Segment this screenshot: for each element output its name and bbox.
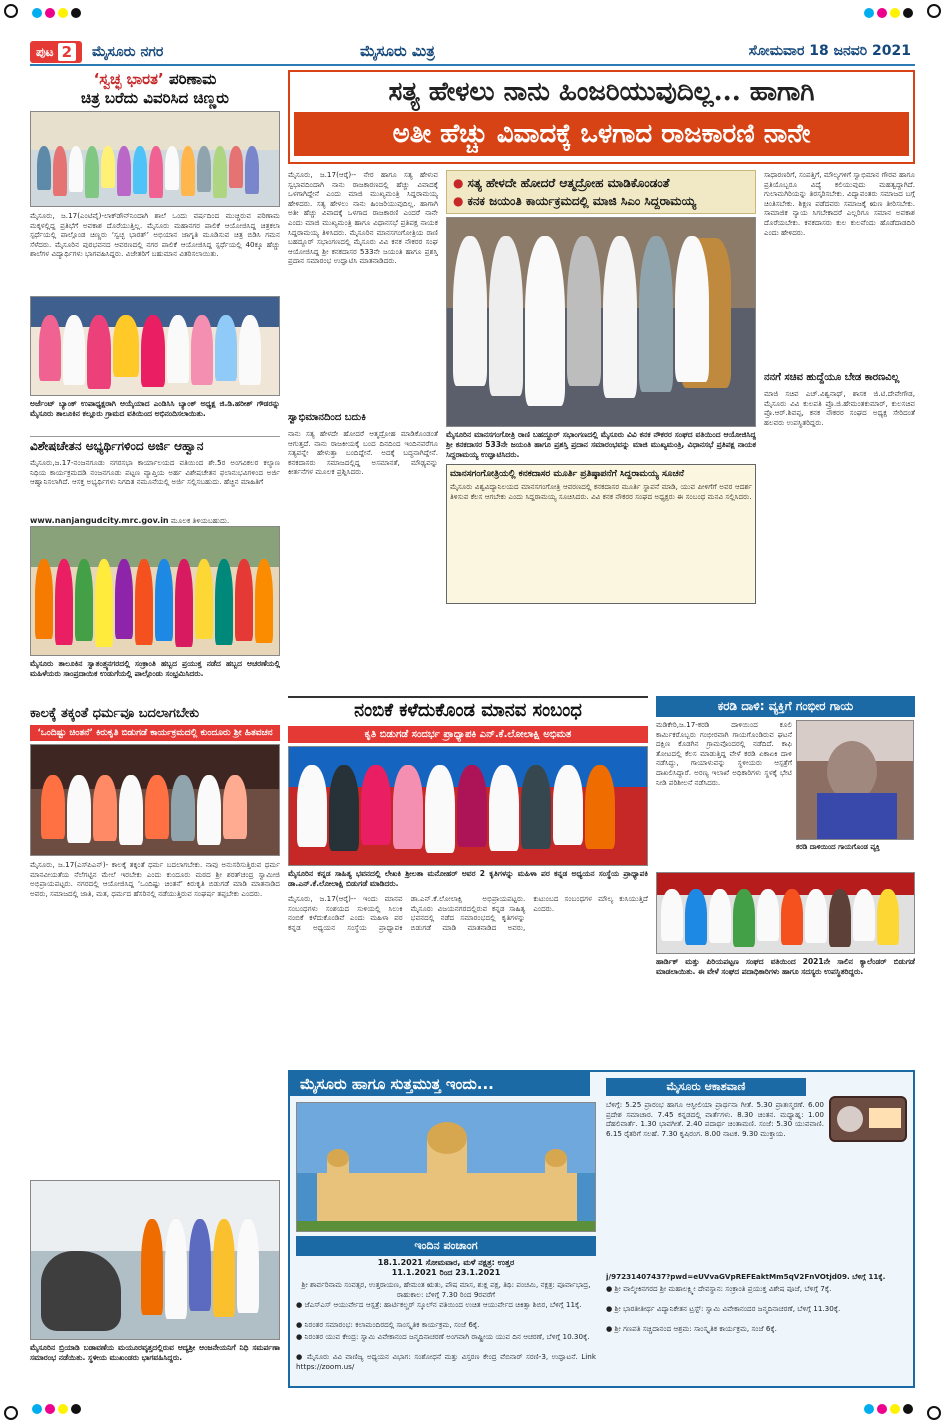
registration-mark	[927, 1406, 941, 1420]
box-headline: ಮಾನಸಗಂಗೋತ್ರಿಯಲ್ಲಿ ಕನಕದಾಸರ ಮೂರ್ತಿ ಪ್ರತಿಷ್ಠಾಪನೆಗೆ ಸಿದ್ದರಾಮಯ್ಯ ಸೂಚನೆ	[450, 469, 684, 479]
story-subheadline: ನನಗೆ ಸಚಿವ ಹುದ್ದೆಯೂ ಬೇಡ ಕಾರಣವಿಲ್ಲ	[764, 372, 900, 383]
bullet-text: ಸತ್ಯ ಹೇಳದೇ ಹೋದರೆ ಆತ್ಮದ್ರೋಹ ಮಾಡಿಕೊಂಡಂತೆ	[467, 176, 670, 190]
event-item: ● ಜೆಎಸ್‍ಎಸ್ ಆಯುರ್ವೇದ ಆಸ್ಪತ್ರೆ: ಹಾರ್ಟಿಕಲ್ಚರ್ ಸ್ಕೂಲ್‍ನ ವತಿಯಿಂದ ಉಚಿತ ಆಯುರ್ವೇದ ಚಿಕಿತ್ಸಾ ಶಿಬಿರ, ಬೆಳಿಗ್ಗೆ 11ಕ್ಕೆ.	[296, 1300, 582, 1309]
story-headline	[30, 70, 280, 89]
story-bank-felicitation	[30, 296, 280, 429]
lead-story-right-text	[764, 170, 915, 689]
story-body: ಮಾಜಿ ಸಚಿವ ಎಚ್.ವಿಶ್ವನಾಥ್, ಶಾಸಕ ಜಿ.ಟಿ.ದೇವೇಗೌಡ, ಮೈಸೂರು ವಿವಿ ಕುಲಪತಿ ಪ್ರೊ.ಜಿ.ಹೇಮಂತಕುಮಾರ್, ಕುಲಸಚಿವ ಪ್ರೊ.ಆರ್.ಶಿವಪ್ಪ, ಕನಕ ನೌಕರರ ಸಂಘದ ಅಧ್ಯಕ್ಷ ಸೇರಿದಂತೆ ಹಲವರು ಉಪಸ್ಥಿತರಿದ್ದರು.	[764, 389, 915, 427]
story-religion	[30, 704, 280, 1156]
events-list-left	[296, 1300, 596, 1374]
story-subheadline: ಕೃತಿ ಬಿಡುಗಡೆ ಸಂದರ್ಭ ಪ್ರಾಧ್ಯಾಪಕಿ ಎನ್.ಕೆ.ಲೋಲಾಕ್ಷಿ ಅಭಿಮತ	[288, 726, 648, 743]
headline-part: ಪರಿಣಾಮ	[168, 70, 217, 88]
lead-story-left-text	[288, 170, 438, 557]
accident-photo-wrap	[796, 720, 914, 870]
lead-story-center	[446, 170, 756, 604]
photo-caption: ಮೈಸೂರು ತಾಲೂಕಿನ ಸ್ವಾತಂತ್ರ್ಯನಗರದಲ್ಲಿ ಸಂಕ್ರಾಂತಿ ಹಬ್ಬದ ಪ್ರಯುಕ್ತ ನಡೆದ ಹಬ್ಬದ ಆಚರಣೆಯಲ್ಲಿ ಮಹಿಳೆಯರು ಸಾಂಪ್ರದಾಯಿಕ ಉಡುಗೆಯಲ್ಲಿ ಪಾಲ್ಗೊಂಡು ಸಂಭ್ರಮಿಸಿದರು.	[30, 659, 280, 678]
story-body: ಮೈಸೂರು,ಜ.17-ನಂಜನಗೂಡು ನಗರಸಭಾ ಕಾರ್ಯಾಲಯದ ವತಿಯಿಂದ ಶೇ.5ರ ಅಂಗವಿಕಲರ ಕಲ್ಯಾಣ ನಿಧಿಯ ಕಾರ್ಯಕ್ರಮದಡಿ ನಂಜನಗೂಡು ಪಟ್ಟಣ ವ್ಯಾಪ್ತಿಯ ಅರ್ಹ ವಿಶೇಷಚೇತನ ಫಲಾನುಭವಿಗಳಿಂದ ಅರ್ಜಿ ಆಹ್ವಾನಿಸಲಾಗಿದೆ. ಆಸಕ್ತ ಅಭ್ಯರ್ಥಿಗಳು ನಿಗದಿತ ನಮೂನೆಯಲ್ಲಿ ಅರ್ಜಿ ಸಲ್ಲಿಸಬಹುದು. ಹೆಚ್ಚಿನ ಮಾಹಿತಿಗೆ	[30, 458, 280, 487]
photo-caption: ಮೈಸೂರಿನ ಬ್ರಿಯಾಡಿ ಬಡಾವಣೆಯ ಮಯೂರವೃತ್ತದಲ್ಲಿರುವ ಆದ್ಯಶ್ರೀ ಆಂಜನೇಯನಿಗೆ ನಿಧಿ ಸಮರ್ಪಣಾ ಸಮಾರಂಭ ನಡೆಯಿತು. ಸ್ಥಳೀಯ ಮುಖಂಡರು ಭಾಗವಹಿಸಿದ್ದರು.	[30, 1343, 280, 1362]
story-sankranti	[30, 526, 280, 699]
event-item: ● ಶ್ರೀ ವಾಲ್ಮೀಕಿನಗರದ ಶ್ರೀ ಮಹಾಲಕ್ಷ್ಮೀ ದೇವಸ್ಥಾನ: ಸಂಕ್ರಾಂತಿ ಪ್ರಯುಕ್ತ ವಿಶೇಷ ಪೂಜೆ, ಬೆಳಿಗ್ಗೆ 7ಕ್ಕೆ.	[606, 1284, 832, 1293]
story-headline: ಕಾಲಕ್ಕೆ ತಕ್ಕಂತೆ ಧರ್ಮವೂ ಬದಲಾಗಬೇಕು	[30, 706, 200, 721]
color-bar	[32, 1404, 81, 1414]
story-body: ಸಾಧಾರಣರಿಗೆ, ಸಂಪತ್ತಿಗೆ, ಮೌಲ್ಯಗಳಿಗೆ ಸ್ವಾಭಿಮಾನ ಗೌರವ ಹಾಗೂ ಪ್ರತಿಯೊಬ್ಬರೂ ವಿದ್ಯೆ ಕಲಿಯುವುದು ಮಹತ್ವದ್ದಾಗಿದೆ. ಗುಲಾಮಗಿರಿಯನ್ನು ತಿರಸ್ಕರಿಸಬೇಕು. ವಿದ್ಯಾವಂತರು ಸಮಾಜದ ಬಗ್ಗೆ ಚಿಂತಿಸಬೇಕು. ಶಿಕ್ಷಣ ಪಡೆದವರು ಸಮಾಜಕ್ಕೆ ಋಣ ತೀರಿಸಬೇಕು. ಸಾಮಾಜಿಕ ನ್ಯಾಯ ಸಿಗಬೇಕಾದರೆ ಎಲ್ಲರಿಗೂ ಸಮಾನ ಅವಕಾಶ ದೊರೆಯಬೇಕು. ಕನಕದಾಸರು ಕುಲ ಕುಲವೆಂದು ಹೊಡೆದಾಡದಿರಿ ಎಂದು ಹೇಳಿದರು.	[764, 170, 915, 237]
event-item: ● ನಿರಂತರ ಸಮಾರಂಭ: ಕಲಾಮಂದಿರದಲ್ಲಿ ಸಾಂಸ್ಕೃತಿಕ ಕಾರ್ಯಕ್ರಮ, ಸಂಜೆ 6ಕ್ಕೆ.	[296, 1320, 480, 1329]
radio-panel	[606, 1078, 911, 1344]
side-box	[446, 464, 756, 604]
page-header	[30, 40, 915, 66]
photo-caption: ಮೈಸೂರಿನ ಮಾನಸಗಂಗೋತ್ರಿ ರಾಣಿ ಬಹದ್ದೂರ್ ಸಭಾಂಗಣದಲ್ಲಿ ಮೈಸೂರು ವಿವಿ ಕನಕ ನೌಕರರ ಸಂಘದ ವತಿಯಿಂದ ಆಯೋಜಿಸಿದ್ದ ಶ್ರೀ ಕನಕದಾಸರ 533ನೇ ಜಯಂತಿ ಹಾಗೂ ಪ್ರಶಸ್ತಿ ಪ್ರದಾನ ಸಮಾರಂಭವನ್ನು ಮಾಜಿ ಮುಖ್ಯಮಂತ್ರಿ, ವಿಧಾನಸಭೆ ಪ್ರತಿಪಕ್ಷ ನಾಯಕ ಸಿದ್ದರಾಮಯ್ಯ ಉದ್ಘಾಟಿಸಿದರು.	[446, 430, 756, 459]
story-body: ಮೈಸೂರು, ಜ.17(ಎಂಟಿವೈ)-ಲಾಕ್‍ಡೌನ್‍ನಿಂದಾಗಿ ಶಾಲೆ ಒಂದು ವರ್ಷದಿಂದ ಮುಚ್ಚಿರುವ ಪರಿಣಾಮ ಮಕ್ಕಳಲ್ಲಿದ್ದ ಪ್ರತಿಭೆಗೆ ಅವಕಾಶ ದೊರೆಯುತ್ತಿಲ್ಲ. ಮೈಸೂರು ಮಹಾನಗರ ಪಾಲಿಕೆ ಆಯೋಜಿಸಿದ್ದ ಚಿತ್ರಕಲಾ ಸ್ಪರ್ಧೆಯಲ್ಲಿ ಪಾಲ್ಗೊಂಡ ಚಿಣ್ಣರು ‘ಸ್ವಚ್ಛ ಭಾರತ್’ ಅಭಿಯಾನ ಜಾಗೃತಿ ಮೂಡಿಸುವ ಚಿತ್ರ ಬಿಡಿಸಿ ಗಮನ ಸೆಳೆದರು. ಮೈಸೂರಿನ ಪುರಭವನದ ಆವರಣದಲ್ಲಿ ನಗರ ಪಾಲಿಕೆ ಆಯೋಜಿಸಿದ್ದ ಸ್ಪರ್ಧೆಯಲ್ಲಿ 40ಕ್ಕೂ ಹೆಚ್ಚು ಶಾಲೆಗಳ ವಿದ್ಯಾರ್ಥಿಗಳು ಭಾಗವಹಿಸಿದ್ದರು. ವಿಜೇತರಿಗೆ ಬಹುಮಾನ ವಿತರಿಸಲಾಯಿತು.	[30, 211, 280, 259]
registration-mark	[4, 4, 18, 18]
injured-man-photo	[796, 720, 914, 840]
headline-line-2: ಅತೀ ಹೆಚ್ಚು ವಿವಾದಕ್ಕೆ ಒಳಗಾದ ರಾಜಕಾರಣಿ ನಾನೇ	[294, 112, 909, 156]
event-item: ● ಮೈಸೂರು ವಿವಿ ವಾಣಿಜ್ಯ ಅಧ್ಯಯನ ವಿಭಾಗ: ಸಂಶೋಧನೆ ಮತ್ತು ವಿಸ್ತರಣ ಕೇಂದ್ರ ವೆಬಿನಾರ್ ಸರಣಿ-3, ಉದ್ಘಾಟನೆ. Link https://zoom.us/	[296, 1352, 596, 1371]
panchanga-body: ಶ್ರೀ ಶಾರ್ವರಿನಾಮ ಸಂವತ್ಸರ, ಉತ್ತರಾಯಣ, ಹೇಮಂತ ಋತು, ಪೌಷ ಮಾಸ, ಶುಕ್ಲ ಪಕ್ಷ, ತಿಥಿ: ಪಂಚಮಿ, ನಕ್ಷತ್ರ: ಪೂರ್ವಾಭಾದ್ರ, ರಾಹುಕಾಲ: ಬೆಳಿಗ್ಗೆ 7.30 ರಿಂದ 9ರವರೆಗೆ	[301, 1280, 591, 1299]
photo-caption: ಮೈಸೂರಿನ ಕನ್ನಡ ಸಾಹಿತ್ಯ ಭವನದಲ್ಲಿ ಲೇಖಕಿ ಶ್ರೀಲತಾ ಮನೋಹರ್ ಅವರ 2 ಕೃತಿಗಳನ್ನು ಮಹಿಳಾ ಪರ ಕನ್ನಡ ಅಧ್ಯಯನ ಸಂಸ್ಥೆಯ ಪ್ರಾಧ್ಯಾಪಕಿ ಡಾ.ಎನ್.ಕೆ.ಲೋಲಾಕ್ಷಿ ಬಿಡುಗಡೆ ಮಾಡಿದರು.	[288, 869, 648, 888]
color-bar	[864, 1404, 913, 1414]
event-item: ● ನಿರಂತರ ಯುವ ಕೇಂದ್ರ: ಸ್ವಾಮಿ ವಿವೇಕಾನಂದ ಜನ್ಮದಿನಾಚರಣೆ ಅಂಗವಾಗಿ ರಾಷ್ಟ್ರೀಯ ಯುವ ದಿನ ಆಚರಣೆ, ಬೆಳಿಗ್ಗೆ 10.30ಕ್ಕೆ.	[296, 1332, 590, 1341]
story-headline: ವಿಶೇಷಚೇತನ ಅಭ್ಯರ್ಥಿಗಳಿಂದ ಅರ್ಜಿ ಆಹ್ವಾನ	[30, 436, 280, 456]
panchanga-title: ಇಂದಿನ ಪಂಚಾಂಗ	[296, 1236, 596, 1256]
story-headline: ಕರಡಿ ದಾಳಿ: ವ್ಯಕ್ತಿಗೆ ಗಂಭೀರ ಗಾಯ	[656, 696, 915, 717]
palace-panel	[296, 1102, 596, 1300]
radio-title: ಮೈಸೂರು ಆಕಾಶವಾಣಿ	[606, 1078, 806, 1096]
photo-caption: ಅರ್ಜೆಂಟ್ ಬ್ಯಾಂಕ್ ಉಪಾಧ್ಯಕ್ಷರಾಗಿ ಆಯ್ಕೆಯಾದ ಎಂಡಿಸಿಸಿ ಬ್ಯಾಂಕ್ ಅಧ್ಯಕ್ಷ ಜಿ.ಡಿ.ಹರೀಶ್ ಗೌಡರನ್ನು ಮೈಸೂರು ತಾಲೂಕಿನ ಕಲ್ಲೂರು ಗ್ರಾಮದ ವತಿಯಿಂದ ಅಭಿನಂದಿಸಲಾಯಿತು.	[30, 399, 280, 418]
accident-row	[656, 720, 915, 870]
story-headline: ನಂಬಿಕೆ ಕಳೆದುಕೊಂಡ ಮಾನವ ಸಂಬಂಧ	[288, 696, 648, 724]
headline-part: ‘ಸ್ವಚ್ಛ ಭಾರತ’	[93, 70, 164, 88]
story-tail: ಮೂಲಕ ತಿಳಿಯಬಹುದು.	[170, 516, 230, 525]
website-link[interactable]: www.nanjangudcity.mrc.gov.in	[30, 516, 169, 525]
bullet-point: ● ಕನಕ ಜಯಂತಿ ಕಾರ್ಯಕ್ರಮದಲ್ಲಿ ಮಾಜಿ ಸಿಎಂ ಸಿದ್ದರಾಮಯ್ಯ	[453, 194, 697, 208]
story-body: ಮೈಸೂರು, ಜ.17(ಎಸ್‍ಪಿಎನ್)- ಕಾಲಕ್ಕೆ ತಕ್ಕಂತೆ ಧರ್ಮ ಬದಲಾಗಬೇಕು. ನಾವು ಅನುಸರಿಸುತ್ತಿರುವ ಧರ್ಮ ಮಾನವೀಯತೆಯ ನೆಲೆಗಟ್ಟಿನ ಮೇಲೆ ಇರಬೇಕು ಎಂದು ಕುಂದೂರು ಮಠದ ಶ್ರೀ ಶರತ್‍ಚಂದ್ರ ಸ್ವಾಮೀಜಿ ಅಭಿಪ್ರಾಯಪಟ್ಟರು. ನಗರದಲ್ಲಿ ಆಯೋಜಿಸಿದ್ದ ‘ಒಂದಿಷ್ಟು ಚಿಂತನೆ’ ಕಿರುಕೃತಿ ಬಿಡುಗಡೆ ಮಾಡಿ ಮಾತನಾಡಿದ ಅವರು, ಸಮಾಜದಲ್ಲಿ ಜಾತಿ, ಮತ, ಧರ್ಮದ ಹೆಸರಿನಲ್ಲಿ ನಡೆಯುತ್ತಿರುವ ಸಂಘರ್ಷ ತಪ್ಪಬೇಕು ಎಂದರು.	[30, 860, 280, 898]
story-bear-attack	[656, 696, 915, 987]
color-bar	[864, 8, 913, 18]
story-hanuman	[30, 1180, 280, 1385]
left-column	[30, 70, 280, 1390]
registration-mark	[4, 1406, 18, 1420]
book-release-group-photo	[288, 746, 648, 866]
events-title: ಮೈಸೂರು ಹಾಗೂ ಸುತ್ತಮುತ್ತ ಇಂದು...	[290, 1072, 590, 1096]
page-number: 2	[58, 43, 76, 61]
page-number-badge	[30, 41, 82, 63]
registration-mark	[927, 4, 941, 18]
bullet-text: ಕನಕ ಜಯಂತಿ ಕಾರ್ಯಕ್ರಮದಲ್ಲಿ ಮಾಜಿ ಸಿಎಂ ಸಿದ್ದರಾಮಯ್ಯ	[467, 194, 697, 208]
bullet-point: ● ಸತ್ಯ ಹೇಳದೇ ಹೋದರೆ ಆತ್ಮದ್ರೋಹ ಮಾಡಿಕೊಂಡಂತೆ	[453, 176, 670, 190]
event-item: ● ಶ್ರೀ ಗಣಪತಿ ಸಚ್ಚಿದಾನಂದ ಆಶ್ರಮ: ಸಾಂಸ್ಕೃತಿಕ ಕಾರ್ಯಕ್ರಮ, ಸಂಜೆ 6ಕ್ಕೆ.	[606, 1324, 777, 1333]
paper-name: ಮೈಸೂರು ಮಿತ್ರ	[360, 42, 435, 60]
felicitation-photo	[30, 296, 280, 396]
radio-schedule: ಬೆಳಿಗ್ಗೆ: 5.25 ಪ್ರಾರಂಭ ಹಾಗೂ ಆಸ್ಫೀಲಿಯಾ ಪ್ರಾರ್ಥನಾ ಗೀತೆ. 5.30 ಪ್ರಾತಃಸ್ಮರಣೆ. 6.00 ಪ್ರದೇಶ ಸಮಾಚಾರ. 7.45 ಕನ್ನಡದಲ್ಲಿ ವಾರ್ತೆಗಳು. 8.30 ಚಿಂತನ. ಮಧ್ಯಾಹ್ನ: 1.00 ದೆಹಲಿವಾರ್ತೆ. 1.30 ಭಾವಗೀತೆ. 2.40 ಪದಾರ್ಥ ಚಿಂತಾಮಣಿ. ಸಂಜೆ: 5.30 ಯುವವಾಣಿ. 6.15 ರೈತರಿಗೆ ಸಲಹೆ. 7.30 ಕೃಷಿರಂಗ. 8.00 ನಾಟಕ. 9.30 ಮುಕ್ತಾಯ.	[606, 1100, 824, 1138]
story-body: ಮೈಸೂರು, ಜ.17(ಆರ್‍ಕೆ)-- ಇಂದು ಮಾನವ ಸಂಬಂಧಗಳು ಸಂಶಯದ ಸುಳಿಯಲ್ಲಿ ಸಿಲುಕಿ ನಂಬಿಕೆ ಕಳೆದುಕೊಂಡಿವೆ ಎಂದು ಮಹಿಳಾ ಪರ ಕನ್ನಡ ಅಧ್ಯಯನ ಸಂಸ್ಥೆಯ ಪ್ರಾಧ್ಯಾಪಕಿ ಡಾ.ಎನ್.ಕೆ.ಲೋಲಾಕ್ಷಿ ಅಭಿಪ್ರಾಯಪಟ್ಟರು. ಮೈಸೂರು ವಿಜಯನಗರದಲ್ಲಿರುವ ಕನ್ನಡ ಸಾಹಿತ್ಯ ಭವನದಲ್ಲಿ ನಡೆದ ಸಮಾರಂಭದಲ್ಲಿ ಕೃತಿಗಳನ್ನು ಬಿಡುಗಡೆ ಮಾಡಿ ಮಾತನಾಡಿದ ಅವರು, ಕುಟುಂಬದ ಸಂಬಂಧಗಳ ಮೌಲ್ಯ ಕುಸಿಯುತ್ತಿದೆ ಎಂದರು.	[288, 894, 648, 932]
story-subheadline: ‘ಒಂದಿಷ್ಟು ಚಿಂತನೆ’ ಕಿರುಕೃತಿ ಬಿಡುಗಡೆ ಕಾರ್ಯಕ್ರಮದಲ್ಲಿ ಕುಂದೂರು ಶ್ರೀ ಹಿತವಚನ	[30, 725, 280, 741]
events-today-box	[288, 1070, 915, 1388]
lead-bullets	[446, 170, 756, 214]
issue-date: ಸೋಮವಾರ 18 ಜನವರಿ 2021	[748, 43, 911, 59]
panchanga-line: 18.1.2021 ಸೋಮವಾರ, ಮಳೆ ನಕ್ಷತ್ರ: ಉತ್ತರ	[377, 1258, 515, 1267]
palace-icon	[297, 1103, 596, 1232]
story-disabled-applications	[30, 436, 280, 528]
radio-section	[606, 1096, 911, 1272]
story-swachh-bharat	[30, 70, 280, 317]
mysore-palace-photo	[296, 1102, 596, 1232]
headline-line-1: ಸತ್ಯ ಹೇಳಲು ನಾನು ಹಿಂಜರಿಯುವುದಿಲ್ಲ... ಹಾಗಾಗಿ	[388, 77, 815, 107]
siddaramaiah-event-photo	[446, 217, 756, 427]
children-drawing-photo	[30, 111, 280, 207]
photo-caption: ಹಾರ್ಡಿಕ್ ಮತ್ತು ಪಿರಿಯಪಟ್ಟಣ ಸಂಘದ ವತಿಯಿಂದ 2021ನೇ ಸಾಲಿನ ಕ್ಯಾಲೆಂಡರ್ ಬಿಡುಗಡೆ ಮಾಡಲಾಯಿತು. ಈ ವೇಳೆ ಸಂಘದ ಪದಾಧಿಕಾರಿಗಳು ಹಾಗೂ ಸದಸ್ಯರು ಉಪಸ್ಥಿತರಿದ್ದರು.	[656, 957, 915, 976]
sankranti-photo	[30, 526, 280, 656]
photo-caption: ಕರಡಿ ದಾಳಿಯಿಂದ ಗಾಯಗೊಂಡ ವ್ಯಕ್ತಿ	[796, 843, 880, 851]
color-bar	[32, 8, 81, 18]
page-label: ಪುಟ	[36, 44, 54, 59]
section-name: ಮೈಸೂರು ನಗರ	[92, 44, 164, 60]
zoom-link[interactable]: j/97231407437?pwd=eUVvaGVpREFEaktMm5qV2FnVOtjd09. ಬೆಳಿಗ್ಗೆ 11ಕ್ಕೆ.	[606, 1272, 886, 1281]
radio-icon	[829, 1096, 907, 1142]
newspaper-page	[30, 40, 915, 1390]
book-release-photo	[30, 744, 280, 856]
panchanga-line: 11.1.2021 ರಿಂದ 23.1.2021	[391, 1268, 501, 1277]
story-headline: ಚಿತ್ರ ಬರೆದು ವಿವರಿಸಿದ ಚಿಣ್ಣರು	[81, 89, 229, 107]
story-body: ಮಡಿಕೇರಿ,ಜ.17-ಕರಡಿ ದಾಳಿಯಿಂದ ಕೂಲಿ ಕಾರ್ಮಿಕರೊಬ್ಬರು ಗಂಭೀರವಾಗಿ ಗಾಯಗೊಂಡಿರುವ ಘಟನೆ ದಕ್ಷಿಣ ಕೊಡಗಿನ ಗ್ರಾಮವೊಂದರಲ್ಲಿ ನಡೆದಿದೆ. ಕಾಫಿ ತೋಟದಲ್ಲಿ ಕೆಲಸ ಮಾಡುತ್ತಿದ್ದ ವೇಳೆ ಕರಡಿ ಏಕಾಏಕಿ ದಾಳಿ ನಡೆಸಿದ್ದು, ಗಾಯಾಳುವನ್ನು ಸ್ಥಳೀಯರು ಆಸ್ಪತ್ರೆಗೆ ದಾಖಲಿಸಿದ್ದಾರೆ. ಅರಣ್ಯ ಇಲಾಖೆ ಅಧಿಕಾರಿಗಳು ಸ್ಥಳಕ್ಕೆ ಭೇಟಿ ನೀಡಿ ಪರಿಶೀಲನೆ ನಡೆಸಿದರು.	[656, 720, 792, 787]
lead-headline	[288, 70, 915, 164]
box-body: ಮೈಸೂರು ವಿಶ್ವವಿದ್ಯಾನಿಲಯದ ಮಾನಸಗಂಗೋತ್ರಿ ಆವರಣದಲ್ಲಿ ಕನಕದಾಸರ ಮೂರ್ತಿ ಸ್ಥಾಪನೆ ಮಾಡಿ, ಯುವ ಪೀಳಿಗೆಗೆ ಅವರ ಆದರ್ಶ ತಿಳಿಸುವ ಕೆಲಸ ಆಗಬೇಕು ಎಂದು ಸಿದ್ದರಾಮಯ್ಯ ಸೂಚಿಸಿದರು. ವಿವಿ ಕನಕ ನೌಕರರ ಸಂಘದ ಅಧ್ಯಕ್ಷರು ಈ ಸಂಬಂಧ ಮನವಿ ಸಲ್ಲಿಸಿದರು.	[450, 482, 752, 501]
statue-photo	[30, 1180, 280, 1340]
story-human-relations	[288, 696, 648, 1042]
story-body: ಮೈಸೂರು, ಜ.17(ಆರ್‍ಕೆ)-- ನೇರ ಹಾಗೂ ಸತ್ಯ ಹೇಳುವ ಸ್ವಭಾವದಿಂದಾಗಿ ನಾನು ರಾಜಕಾರಣದಲ್ಲಿ ಹೆಚ್ಚು ವಿವಾದಕ್ಕೆ ಒಳಗಾಗಿದ್ದೇನೆ ಎಂದು ಮಾಜಿ ಮುಖ್ಯಮಂತ್ರಿ ಸಿದ್ದರಾಮಯ್ಯ ಹೇಳಿದರು. ಸತ್ಯ ಹೇಳಲು ನಾನು ಹಿಂಜರಿಯುವುದಿಲ್ಲ. ಹಾಗಾಗಿ ಅತೀ ಹೆಚ್ಚು ವಿವಾದಕ್ಕೆ ಒಳಗಾದ ರಾಜಕಾರಣಿ ಎಂದರೆ ನಾನೇ ಎಂದು ಮಾಜಿ ಮುಖ್ಯಮಂತ್ರಿ ಹಾಗೂ ವಿಧಾನಸಭೆ ಪ್ರತಿಪಕ್ಷ ನಾಯಕ ಸಿದ್ದರಾಮಯ್ಯ ತಿಳಿಸಿದರು. ಮೈಸೂರಿನ ಮಾನಸಗಂಗೋತ್ರಿಯ ರಾಣಿ ಬಹದ್ದೂರ್ ಸಭಾಂಗಣದಲ್ಲಿ ಮೈಸೂರು ವಿವಿ ಕನಕ ನೌಕರರ ಸಂಘ ಆಯೋಜಿಸಿದ್ದ ಶ್ರೀ ಕನಕದಾಸರ 533ನೇ ಜಯಂತಿ ಹಾಗೂ ಪ್ರಶಸ್ತಿ ಪ್ರದಾನ ಸಮಾರಂಭ ಉದ್ಘಾಟಿಸಿ ಮಾತನಾಡಿದರು.	[288, 170, 438, 266]
event-item: ● ಶ್ರೀ ಭಾರತೀತೀರ್ಥ ವಿದ್ಯಾನಿಕೇತನ ಟ್ರಸ್ಟ್: ಸ್ವಾಮಿ ವಿವೇಕಾನಂದರ ಜನ್ಮದಿನಾಚರಣೆ, ಬೆಳಿಗ್ಗೆ 11.30ಕ್ಕೆ.	[606, 1304, 841, 1313]
story-body: ನಾನು ಸತ್ಯ ಹೇಳದೇ ಹೋದರೆ ಆತ್ಮದ್ರೋಹ ಮಾಡಿಕೊಂಡಂತೆ ಆಗುತ್ತದೆ. ನಾನು ರಾಜಕೀಯಕ್ಕೆ ಬಂದ ದಿನದಿಂದ ಇಂದಿನವರೆಗೂ ಸತ್ಯವನ್ನೇ ಹೇಳುತ್ತಾ ಬಂದಿದ್ದೇನೆ. ಅದಕ್ಕೆ ಬದ್ಧನಾಗಿದ್ದೇನೆ. ಕನಕದಾಸರು ಸಮಾಜದಲ್ಲಿದ್ದ ಅಸಮಾನತೆ, ಮೌಢ್ಯವನ್ನು ಕೀರ್ತನೆಗಳ ಮೂಲಕ ಪ್ರಶ್ನಿಸಿದರು.	[288, 429, 438, 477]
calendar-release-photo	[656, 872, 915, 954]
story-subheadline: ಸ್ವಾಭಿಮಾನದಿಂದ ಬದುಕಿ	[288, 412, 366, 423]
